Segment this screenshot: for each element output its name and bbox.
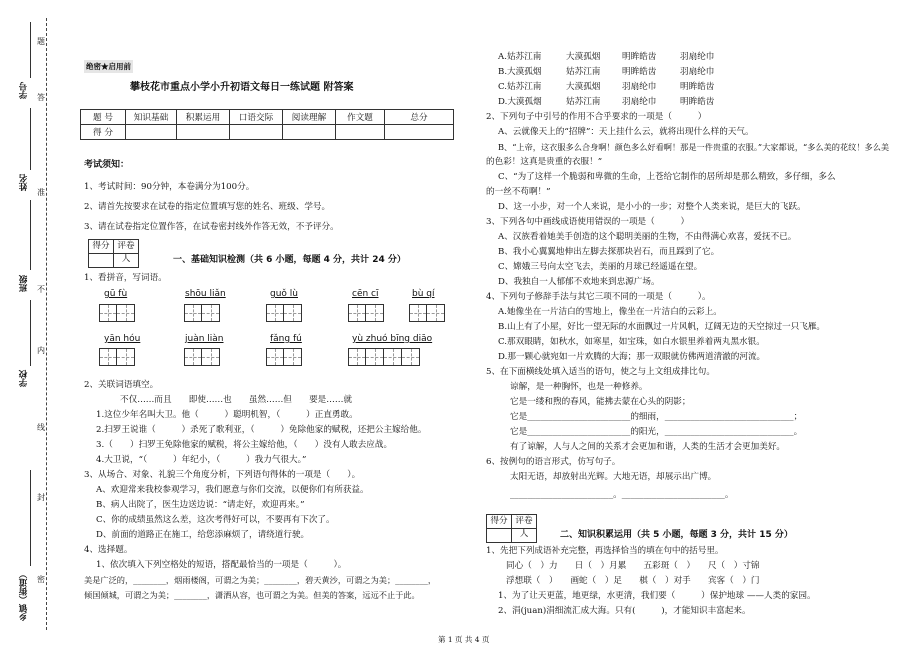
q4-2-option: 的色彩！这真是贵重的衣服！”: [486, 157, 603, 167]
option-cell: 羽扇纶巾: [680, 67, 715, 77]
grader-score-label: 得分: [490, 516, 508, 526]
grader-score-label: 得分: [92, 241, 110, 251]
margin-label-student-id: 学号: [19, 82, 29, 99]
pinyin-answer-box[interactable]: [348, 348, 420, 366]
table-cell: 作文题: [336, 110, 385, 125]
section1-title: 一、基础知识检测（共 6 小题，每题 4 分，共计 24 分）: [173, 255, 406, 265]
pinyin-answer-box[interactable]: [409, 304, 445, 322]
q4-2-option: B、“上帝，这衣服多么合身啊！颜色多么好看啊！那是一件贵重的衣服。”大家都说，“多么美的花纹！多么美: [498, 142, 890, 152]
q4-3-option: D、我独自一人郁郁不欢地来到忠源广场。: [498, 277, 660, 287]
option-row: D.大漠孤烟: [498, 97, 542, 107]
q5-line: 谅解，是一种胸怀，也是一种修养。: [510, 382, 648, 392]
score-cell[interactable]: [385, 125, 454, 140]
pinyin-answer-box[interactable]: [348, 304, 384, 322]
notice-item: 1、考试时间：90分钟，本卷满分为100分。: [84, 182, 255, 192]
q4-2-option: D、这一小步，对一个人来说，是小小的一步；对整个人类来说，是巨大的飞跃。: [498, 202, 806, 212]
q5-blank-line[interactable]: 它是________________________的阳光，______________________________。: [510, 427, 803, 437]
q4-line: 美是广泛的，________，烟雨楼阁，可谓之为美；________，碧天黄沙，可谓之为美；________，: [84, 575, 437, 585]
notice-title: 考试须知：: [84, 160, 130, 170]
idiom-row: 同心（ ）力 日（ ）月累 五彩斑（ ） 尺（ ）寸锦: [506, 561, 760, 571]
binding-word: 密: [37, 572, 45, 587]
option-cell: 姑苏江南: [566, 97, 601, 107]
margin-label-name: 姓名: [19, 174, 29, 191]
page-number: 第 1 页 共 4 页: [438, 635, 490, 644]
score-cell[interactable]: [283, 125, 336, 140]
s2-question-1: 1、先把下列成语补充完整，再选择恰当的填在句中的括号里。: [486, 546, 724, 556]
grader-score-cell[interactable]: [487, 529, 511, 542]
grader-reviewer-label: 评卷人: [511, 515, 536, 528]
option-cell: 明眸皓齿: [622, 67, 657, 77]
table-cell: 知识基础: [126, 110, 177, 125]
binding-word: 不: [37, 282, 45, 297]
q2-line: 3.（ ）扫罗王免除他家的赋税，将公主嫁给他，（ ）没有人敢去应战。: [96, 440, 393, 450]
q4-2-option: C、“为了这样一个脆弱和卑微的生命，上苍给它制作的居所却是那么精致，多仔细，多么: [498, 172, 836, 182]
binding-word: 答: [37, 90, 45, 105]
pinyin-label: cēn cī: [352, 289, 379, 299]
binding-word: 准: [37, 185, 45, 200]
table-cell: 积累运用: [177, 110, 230, 125]
pinyin-label: guǒ lù: [270, 289, 298, 299]
grader-reviewer-cell[interactable]: [511, 529, 536, 542]
score-cell[interactable]: [177, 125, 230, 140]
q5-blank-line[interactable]: 它是________________________的细雨，______________________________；: [510, 412, 803, 422]
pinyin-answer-box[interactable]: [99, 348, 135, 366]
section2-title: 二、知识积累运用（共 5 小题，每题 3 分，共计 15 分）: [560, 530, 793, 540]
idiom-row: 浮想联（ ） 画蛇（ ）足 棋（ ）对手 宾客（ ）门: [506, 576, 760, 586]
q3-option: D、前面的道路正在施工，给您添麻烦了，请绕道行驶。: [96, 530, 310, 540]
score-table-row: [81, 125, 454, 140]
question-6: 6、按例句的语言形式，仿写句子。: [486, 457, 621, 467]
pinyin-label: gū fù: [104, 289, 128, 299]
question-4-2: 2、下列句子中引号的作用不合乎要求的一项是（ ）: [486, 112, 707, 122]
question-4-4: 4、下列句子修辞手法与其它三项不同的一项是（ ）。: [486, 292, 711, 302]
name-field[interactable]: [30, 108, 31, 170]
binding-word: 封: [37, 490, 45, 505]
pinyin-answer-box[interactable]: [266, 348, 302, 366]
q3-option: B、病人出院了，医生边送边说：“请走好，欢迎再来。”: [96, 500, 305, 510]
q3-option: A、欢迎常来我校参观学习，我们愿意与你们交流，以便你们有所获益。: [96, 485, 369, 495]
option-cell: 羽扇纶巾: [680, 52, 715, 62]
question-2: 2、关联词语填空。: [84, 380, 159, 390]
pinyin-answer-box[interactable]: [184, 304, 220, 322]
township-field[interactable]: [30, 470, 31, 566]
pinyin-answer-box[interactable]: [184, 348, 220, 366]
pinyin-label: bù qí: [412, 289, 435, 299]
pinyin-label: fǎng fú: [270, 334, 302, 344]
q4-line: 1、依次填入下列空格处的短语，搭配最恰当的一项是（ ）。: [96, 560, 347, 570]
binding-word: 内: [37, 343, 45, 358]
q4-4-option: D.那一颗心就宛如一片欢腾的大海；那一双眼就仿佛两道清澈的河流。: [498, 352, 766, 362]
school-field[interactable]: [30, 300, 31, 366]
pinyin-label: shōu liǎn: [185, 289, 226, 299]
table-cell: 阅读理解: [283, 110, 336, 125]
q4-2-option: A、云就像天上的“招牌”：天上挂什么云，就将出现什么样的天气。: [498, 127, 754, 137]
class-field[interactable]: [30, 200, 31, 270]
pinyin-label: yān hóu: [104, 334, 141, 344]
table-cell: 得 分: [81, 125, 126, 140]
grader-reviewer-cell[interactable]: [113, 254, 138, 267]
option-cell: 大漠孤烟: [566, 52, 601, 62]
option-row: A.姑苏江南: [498, 52, 542, 62]
option-row: C.姑苏江南: [498, 82, 542, 92]
option-cell: 羽扇纶巾: [622, 82, 657, 92]
q4-line: 倾国倾城，可谓之为美；________，潇洒从容，也可谓之为美。但美的答案，远远不止于此。: [84, 590, 420, 600]
q5-line: 它是一缕和煦的春风，能拂去蒙在心头的阴影；: [510, 397, 691, 407]
binding-line: [46, 18, 47, 630]
score-cell[interactable]: [336, 125, 385, 140]
option-cell: 明眸皓齿: [680, 97, 715, 107]
margin-label-class: 班级: [19, 275, 29, 292]
grader-box: [486, 514, 537, 543]
question-1: 1、看拼音，写词语。: [84, 273, 167, 283]
notice-item: 2、请首先按要求在试卷的指定位置填写您的姓名、班级、学号。: [84, 202, 331, 212]
pinyin-label: yù zhuó bīng diāo: [352, 334, 433, 344]
notice-item: 3、请在试卷指定位置作答，在试卷密封线外作答无效，不予评分。: [84, 222, 339, 232]
option-cell: 羽扇纶巾: [622, 97, 657, 107]
q4-3-option: C、嫦娥三号向太空飞去，美丽的月球已经遥遥在望。: [498, 262, 703, 272]
score-table-header: [81, 110, 454, 125]
q4-2-option: 的一丝不苟啊！”: [486, 187, 551, 197]
pinyin-answer-box[interactable]: [99, 304, 135, 322]
table-cell: 题 号: [81, 110, 126, 125]
q2-line: 2.扫罗王说谁（ ）杀死了歌利亚，（ ）免除他家的赋税，还把公主嫁给他。: [96, 425, 427, 435]
q3-option: C、你的成绩虽然这么差，这次考得好可以，不要再有下次了。: [96, 515, 335, 525]
q4-4-option: A.她像坐在一片洁白的雪地上，像坐在一片洁白的云彩上。: [498, 307, 722, 317]
pinyin-answer-box[interactable]: [266, 304, 302, 322]
idiom-sentence: 1、为了让天更蓝，地更绿，水更清，我们要（ ）保护地球 ——人类的家园。: [498, 591, 816, 601]
q5-line: 有了谅解，人与人之间的关系才会更加和谐，人类的生活才会更加美好。: [510, 442, 786, 452]
q4-4-option: C.那双眼睛，如秋水，如寒星，如宝珠，如白水银里养着两丸黑水银。: [498, 337, 765, 347]
grader-reviewer-label: 评卷人: [113, 240, 138, 253]
q4-4-option: B.山上有了小屋，好比一望无际的水面飘过一片风帆，辽阔无边的天空掠过一只飞雁。: [498, 322, 826, 332]
student-id-field[interactable]: [30, 22, 31, 78]
question-3: 3、从场合、对象、礼貌三个角度分析，下列语句得体的一项是（ ）。: [84, 470, 361, 480]
grader-score-cell[interactable]: [89, 254, 113, 267]
score-table: [80, 109, 454, 140]
secret-label: 绝密★启用前: [86, 62, 131, 71]
margin-label-school: 学校: [19, 370, 29, 387]
q4-3-option: B、我小心翼翼地伸出左脚去探那块岩石，而且踩到了它。: [498, 247, 720, 257]
score-cell[interactable]: [126, 125, 177, 140]
table-cell: 口语交际: [230, 110, 283, 125]
binding-word: 线: [37, 420, 45, 435]
binding-word: 题: [37, 34, 45, 49]
score-cell[interactable]: [230, 125, 283, 140]
q6-answer-blank[interactable]: ________________________。________________________。: [510, 490, 734, 500]
option-row: B.大漠孤烟: [498, 67, 542, 77]
table-cell: 总分: [385, 110, 454, 125]
question-4-3: 3、下列各句中画线成语使用错误的一项是（ ）: [486, 217, 690, 227]
pinyin-label: juàn liàn: [185, 334, 224, 344]
option-cell: 姑苏江南: [566, 67, 601, 77]
q6-example: 太阳无语，却放射出光辉。大地无语，却展示出广博。: [510, 472, 717, 482]
q4-3-option: A、汉族看着她美手创造的这个聪明美丽的生物，不由得满心欢喜，爱抚不已。: [498, 232, 797, 242]
question-5: 5、在下面横线处填入适当的语句，使之与上文组成排比句。: [486, 367, 715, 377]
q2-line: 1.这位少年名叫大卫。他（ ）聪明机智，（ ）正直勇敢。: [96, 410, 358, 420]
q2-line: 4.大卫说，“（ ）年纪小，（ ）我力气很大。”: [96, 455, 307, 465]
idiom-sentence: 2、涓(juan)涓细流汇成大海。只有( )，才能知识丰富起来。: [498, 606, 751, 616]
q2-options: 不仅……而且 即使……也 虽然……但 要是……就: [120, 395, 353, 405]
question-4: 4、选择题。: [84, 545, 133, 555]
grader-box: [88, 239, 139, 268]
option-cell: 大漠孤烟: [566, 82, 601, 92]
option-cell: 明眸皓齿: [622, 52, 657, 62]
page-title: 攀枝花市重点小学小升初语文每日一练试题 附答案: [130, 82, 354, 93]
margin-label-township: 乡镇（街道）: [19, 570, 29, 621]
option-cell: 明眸皓齿: [680, 82, 715, 92]
